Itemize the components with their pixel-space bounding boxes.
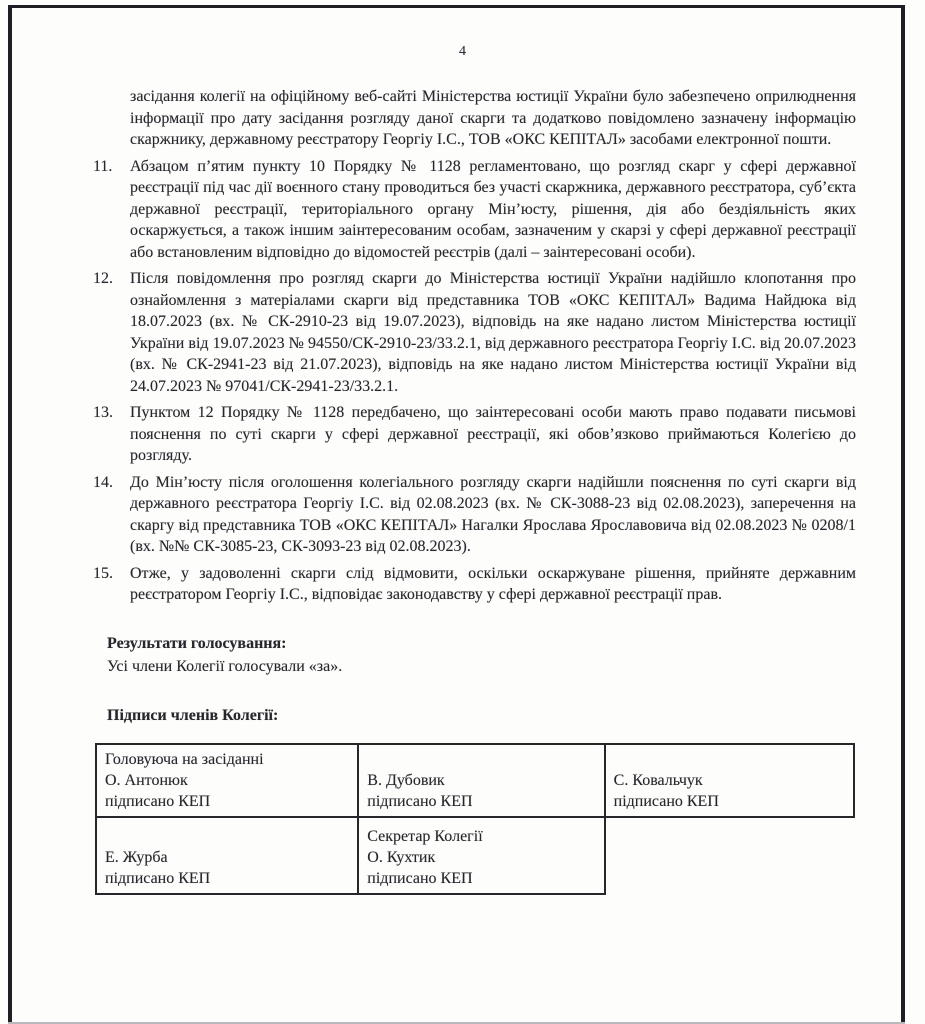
item-number: 12. [93,270,113,287]
scan-frame-right-line [901,5,905,1024]
signature-status: підписано КЕП [105,793,211,810]
signature-role: Секретар Колегії [367,828,483,845]
signature-name: О. Антонюк [105,772,188,789]
signature-cell-empty [605,817,854,894]
signature-status: підписано КЕП [367,870,473,887]
voting-result-text: Усі члени Колегії голосували «за». [107,658,343,675]
item-text: До Мін’юсту після оголошення колегіального розгляду скарги надійшли пояснення по суті скарги від державного реєстратора Георгіу І.С. від 02.08.2023 (вх. № СК-3088-23 від 02.08.2023), заперечення на скаргу від представника ТОВ «ОКС КЕПІТАЛ» Нагалки Ярослава Ярославовича від 02.08.2023 № 0208/1 (вх. №№ СК-3085-23, СК-3093-23 від 02.08.2023). [130,473,856,555]
voting-results-heading: Результати голосування: [107,634,287,652]
signature-name: О. Кухтик [367,849,436,866]
signature-name: Е. Журба [105,849,168,866]
signature-cell-dubovyk [358,744,604,817]
list-item-12 [93,268,856,397]
item-number: 11. [93,157,113,175]
list-item-13 [93,402,856,467]
item-text: Пунктом 12 Порядку № 1128 передбачено, що заінтересовані особи мають право подавати письмові пояснення по суті скарги у сфері державної реєстрації, які обов’язково приймаються Колегією до розгляду. [130,404,856,464]
signature-name: С. Ковальчук [613,772,703,789]
list-item-15 [93,563,856,606]
item-text: Після повідомлення про розгляд скарги до Міністерства юстиції України надійшло клопотання про ознайомлення з матеріалами скарги від представника ТОВ «ОКС КЕПІТАЛ» Вадима Найдюка від 18.07.2023 (вх. № СК-2910-23 від 19.07.2023), відповідь на яке надано листом Міністерства юстиції України від 19.07.2023 № 94550/СК-2910-23/33.2.1, від державного реєстратора Георгіу І.С. від 20.07.2023 (вх. № СК-2941-23 від 21.07.2023), відповідь на яке надано листом Міністерства юстиції України від 24.07.2023 № 97041/СК-2941-23/33.2.1. [130,270,856,395]
signatures-heading: Підписи членів Колегії: [107,706,279,724]
signature-cell-zhurba [96,817,358,894]
item-number: 13. [93,404,113,421]
item-number: 14. [93,473,113,491]
page-number: 4 [459,44,466,59]
item-number: 15. [93,564,113,582]
item-text: Отже, у задоволенні скарги слід відмовити, оскільки оскаржуване рішення, прийняте державним реєстратором Георгіу І.С., відповідає законодавству у сфері державної реєстрації прав. [130,564,856,603]
signatures-table [95,743,855,895]
scan-frame-top-line [8,5,905,8]
signatures-table-row [96,817,854,894]
signature-cell-antonyuk [96,744,358,817]
intro-paragraph: засідання колегії на офіційному веб-сайті Міністерства юстиції України було забезпечено оприлюднення інформації про дату засідання розгляду даної скарги та додатково повідомлено зазначену інформацію скаржнику, державному реєстратору Георгіу І.С., ТОВ «ОКС КЕПІТАЛ» засобами електронної пошти. [130,88,856,148]
item-text: Абзацом п’ятим пункту 10 Порядку № 1128 регламентовано, що розгляд скарг у сфері державної реєстрації під час дії воєнного стану проводиться без участі скаржника, державного реєстратора, суб’єкта державної реєстрації, територіального органу Мін’юсту, рішення, дія або бездіяльність яких оскаржується, а також іншим заінтересованим особам, зазначеним у скарзі у сфері державної реєстрації або встановленим відповідно до відомостей реєстрів (далі – заінтересовані особи). [130,157,856,261]
list-item-14 [93,472,856,558]
signatures-table-row [96,744,854,817]
signature-status: підписано КЕП [367,793,473,810]
signature-name: В. Дубовик [367,772,445,789]
signature-cell-kovalchuk [605,744,854,817]
document-body [93,86,856,895]
signature-role: Головуюча на засіданні [105,751,264,768]
signature-status: підписано КЕП [613,793,719,810]
signature-status: підписано КЕП [105,870,211,887]
scan-frame-left-line [8,5,12,1024]
list-item-11 [93,156,856,264]
signature-cell-kukhtyk [358,817,604,894]
